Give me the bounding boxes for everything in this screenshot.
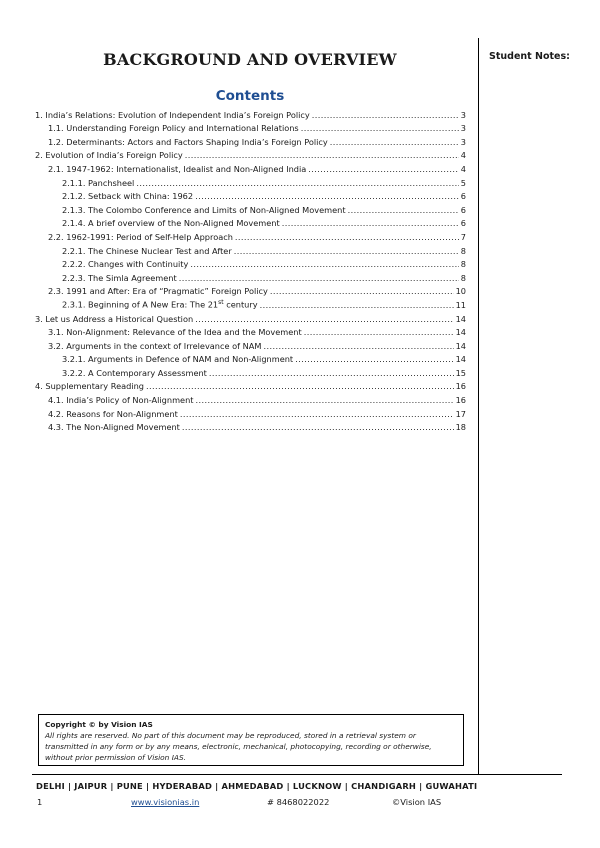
toc-dot-leader <box>348 205 459 215</box>
toc-dot-leader <box>263 341 453 351</box>
toc-dot-leader <box>295 354 453 364</box>
toc-dot-leader <box>330 137 459 147</box>
toc-dot-leader <box>195 395 453 405</box>
toc-dot-leader <box>195 314 453 324</box>
toc-dot-leader <box>270 286 454 296</box>
footer-copyright: ©Vision IAS <box>392 797 442 807</box>
toc-page-number: 6 <box>460 191 466 202</box>
toc-entry[interactable] <box>32 147 466 161</box>
toc-page-number: 5 <box>460 177 466 188</box>
toc-entry-title: 2.1. 1947-1962: Internationalist, Idealist and Non-Aligned India <box>48 163 307 174</box>
toc-page-number: 16 <box>455 381 466 392</box>
toc-entry[interactable] <box>32 201 466 215</box>
toc-entry[interactable] <box>32 296 466 310</box>
notes-divider <box>478 38 479 774</box>
toc-page-number: 17 <box>455 408 466 419</box>
toc-dot-leader <box>308 164 458 174</box>
toc-dot-leader <box>209 368 454 378</box>
toc-page-number: 14 <box>455 340 466 351</box>
toc-dot-leader <box>301 123 459 133</box>
page-title: BACKGROUND AND OVERVIEW <box>103 50 397 69</box>
toc-entry-title: 2.1.4. A brief overview of the Non-Aligned Movement <box>62 218 280 229</box>
toc-entry[interactable] <box>32 228 466 242</box>
toc-entry-title: 1. India’s Relations: Evolution of Independent India’s Foreign Policy <box>35 109 310 120</box>
toc-page-number: 8 <box>460 259 466 270</box>
toc-entry-title: 2.1.3. The Colombo Conference and Limits of Non-Aligned Movement <box>62 204 346 215</box>
toc-entry[interactable] <box>32 337 466 351</box>
toc-page-number: 3 <box>460 109 466 120</box>
toc-entry-title: 2.2. 1962-1991: Period of Self-Help Approach <box>48 231 233 242</box>
copyright-box <box>38 714 464 766</box>
toc-entry[interactable] <box>32 160 466 174</box>
toc-entry[interactable] <box>32 256 466 270</box>
toc-dot-leader <box>234 246 459 256</box>
toc-dot-leader <box>195 191 459 201</box>
toc-entry[interactable] <box>32 391 466 405</box>
toc-page-number: 6 <box>460 204 466 215</box>
footer-website-link[interactable]: www.visionias.in <box>131 797 200 807</box>
toc-entry-title: 4.3. The Non-Aligned Movement <box>48 422 180 433</box>
toc-entry-title: 3.2.2. A Contemporary Assessment <box>62 367 207 378</box>
toc-entry[interactable] <box>32 120 466 134</box>
toc-page-number: 8 <box>460 245 466 256</box>
toc-entry-title: 2.3.1. Beginning of A New Era: The 21st century <box>62 299 258 310</box>
toc-dot-leader <box>282 218 459 228</box>
toc-entry[interactable] <box>32 174 466 188</box>
toc-entry[interactable] <box>32 188 466 202</box>
toc-page-number: 10 <box>455 286 466 297</box>
toc-entry[interactable] <box>32 351 466 365</box>
superscript: st <box>218 299 224 307</box>
toc-entry-title: 2.1.2. Setback with China: 1962 <box>62 191 194 202</box>
student-notes-label: Student Notes: <box>489 51 570 62</box>
table-of-contents <box>32 106 466 432</box>
toc-page-number: 3 <box>460 136 466 147</box>
copyright-body: All rights are reserved. No part of this document may be reproduced, stored in a retrieval system or transmitted in any form or by any means, electronic, mechanical, photocopying, recording or otherwise, without prior permission of Vision IAS. <box>45 731 432 762</box>
toc-entry-title: 4. Supplementary Reading <box>35 381 144 392</box>
toc-page-number: 14 <box>455 354 466 365</box>
toc-entry-title: 1.2. Determinants: Actors and Factors Shaping India’s Foreign Policy <box>48 136 328 147</box>
footer-cities: DELHI | JAIPUR | PUNE | HYDERABAD | AHMEDABAD | LUCKNOW | CHANDIGARH | GUWAHATI <box>36 781 478 791</box>
toc-page-number: 16 <box>455 395 466 406</box>
toc-page-number: 7 <box>460 231 466 242</box>
toc-dot-leader <box>185 150 459 160</box>
footer-phone: # 8468022022 <box>267 797 330 807</box>
toc-dot-leader <box>179 273 459 283</box>
toc-entry[interactable] <box>32 405 466 419</box>
toc-dot-leader <box>235 232 459 242</box>
toc-entry-title: 2.2.1. The Chinese Nuclear Test and After <box>62 245 232 256</box>
toc-page-number: 6 <box>460 218 466 229</box>
toc-entry-title: 3.2.1. Arguments in Defence of NAM and Non-Alignment <box>62 354 294 365</box>
toc-page-number: 14 <box>455 313 466 324</box>
toc-entry[interactable] <box>32 215 466 229</box>
toc-entry[interactable] <box>32 364 466 378</box>
toc-entry-title: 3.1. Non-Alignment: Relevance of the Idea and the Movement <box>48 327 302 338</box>
toc-page-number: 15 <box>455 367 466 378</box>
toc-page-number: 14 <box>455 327 466 338</box>
toc-dot-leader <box>146 381 454 391</box>
toc-dot-leader <box>260 300 454 310</box>
toc-entry-title: 4.1. India’s Policy of Non-Alignment <box>48 395 194 406</box>
toc-entry[interactable] <box>32 242 466 256</box>
toc-entry-title: 2.1.1. Panchsheel <box>62 177 135 188</box>
copyright-heading: Copyright © by Vision IAS <box>45 720 153 729</box>
toc-entry-title: 3.2. Arguments in the context of Irrelevance of NAM <box>48 340 262 351</box>
toc-entry-title: 2. Evolution of India’s Foreign Policy <box>35 150 183 161</box>
toc-entry-title: 4.2. Reasons for Non-Alignment <box>48 408 178 419</box>
toc-entry-title: 1.1. Understanding Foreign Policy and International Relations <box>48 123 299 134</box>
toc-entry[interactable] <box>32 133 466 147</box>
footer-divider <box>32 774 562 775</box>
toc-entry[interactable] <box>32 419 466 433</box>
toc-entry[interactable] <box>32 310 466 324</box>
toc-dot-leader <box>182 422 454 432</box>
toc-page-number: 18 <box>455 422 466 433</box>
toc-page-number: 3 <box>460 123 466 134</box>
toc-dot-leader <box>304 327 454 337</box>
toc-entry[interactable] <box>32 269 466 283</box>
toc-page-number: 4 <box>460 150 466 161</box>
toc-dot-leader <box>312 110 459 120</box>
footer-page-number: 1 <box>37 797 43 807</box>
toc-page-number: 8 <box>460 272 466 283</box>
toc-dot-leader <box>190 259 458 269</box>
toc-entry-title: 3. Let us Address a Historical Question <box>35 313 194 324</box>
toc-entry[interactable] <box>32 378 466 392</box>
toc-page-number: 4 <box>460 163 466 174</box>
contents-heading: Contents <box>215 88 285 104</box>
toc-entry-title: 2.2.2. Changes with Continuity <box>62 259 189 270</box>
toc-dot-leader <box>136 178 458 188</box>
toc-entry-title: 2.3. 1991 and After: Era of “Pragmatic” Foreign Policy <box>48 286 268 297</box>
toc-entry[interactable] <box>32 106 466 120</box>
toc-entry[interactable] <box>32 283 466 297</box>
toc-entry[interactable] <box>32 324 466 338</box>
toc-entry-title: 2.2.3. The Simla Agreement <box>62 272 177 283</box>
toc-dot-leader <box>180 409 454 419</box>
toc-page-number: 11 <box>455 299 466 310</box>
